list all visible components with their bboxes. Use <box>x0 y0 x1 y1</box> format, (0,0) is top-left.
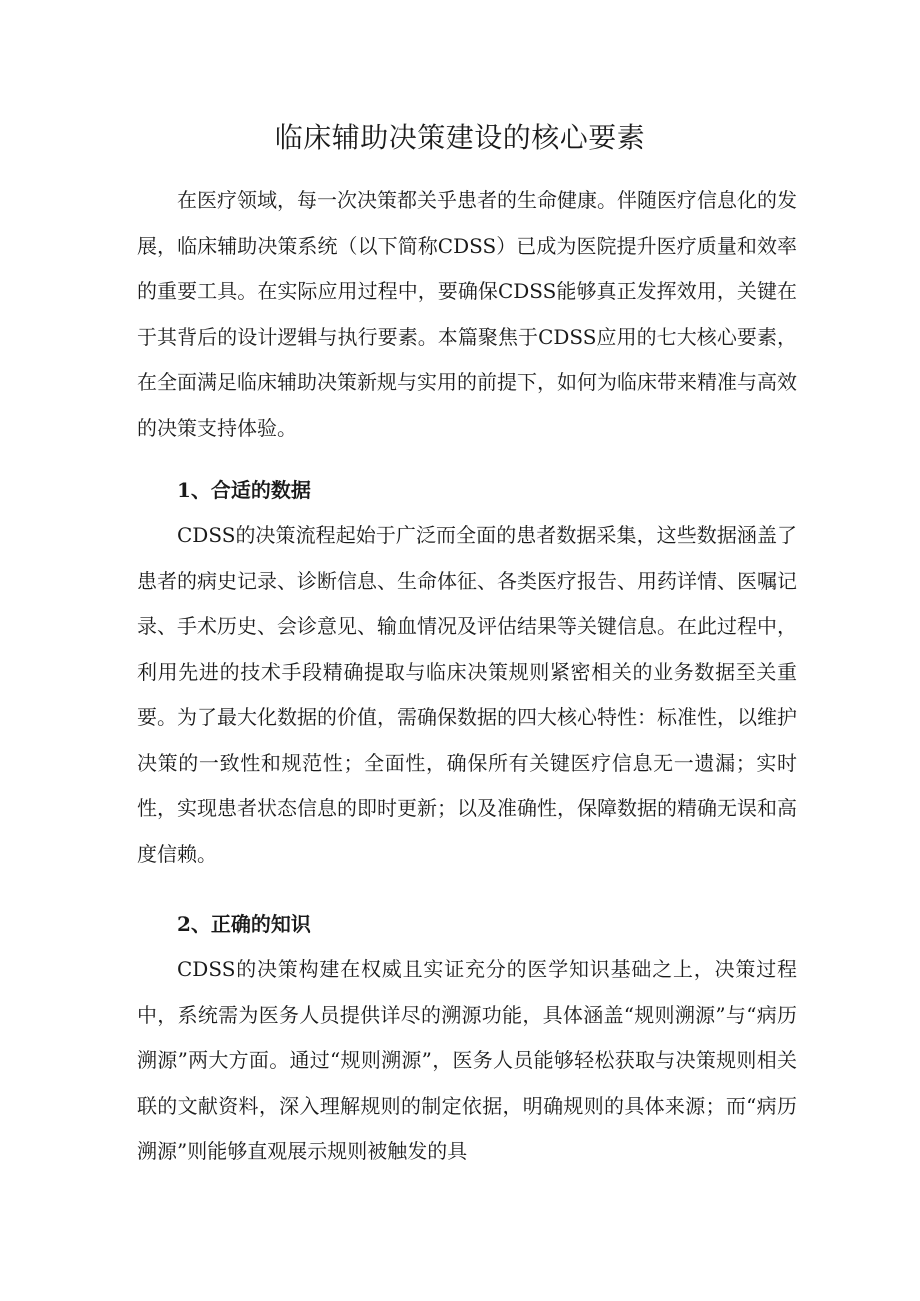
intro-section <box>137 178 797 451</box>
section-1 <box>137 468 797 514</box>
section-heading: 2、正确的知识 <box>177 912 311 936</box>
section-1-body <box>137 513 797 877</box>
section-paragraph: CDSS的决策构建在权威且实证充分的医学知识基础之上，决策过程中，系统需为医务人员提供详尽的溯源功能，具体涵盖“规则溯源”与“病历溯源”两大方面。通过“规则溯源”，医务人员能够轻松获取与决策规则相关联的文献资料，深入理解规则的制定依据，明确规则的具体来源；而“病历溯源”则能够直观展示规则被触发的具 <box>137 957 797 1163</box>
section-2 <box>137 902 797 948</box>
section-2-body <box>137 947 797 1175</box>
intro-paragraph: 在医疗领域，每一次决策都关乎患者的生命健康。伴随医疗信息化的发展，临床辅助决策系统（以下简称CDSS）已成为医院提升医疗质量和效率的重要工具。在实际应用过程中，要确保CDSS能够真正发挥效用，关键在于其背后的设计逻辑与执行要素。本篇聚焦于CDSS应用的七大核心要素，在全面满足临床辅助决策新规与实用的前提下，如何为临床带来精准与高效的决策支持体验。 <box>137 188 797 440</box>
document-title: 临床辅助决策建设的核心要素 <box>274 121 646 154</box>
section-paragraph: CDSS的决策流程起始于广泛而全面的患者数据采集，这些数据涵盖了患者的病史记录、诊断信息、生命体征、各类医疗报告、用药详情、医嘱记录、手术历史、会诊意见、输血情况及评估结果等关键信息。在此过程中，利用先进的技术手段精确提取与临床决策规则紧密相关的业务数据至关重要。为了最大化数据的价值，需确保数据的四大核心特性：标准性，以维护决策的一致性和规范性；全面性，确保所有关键医疗信息无一遗漏；实时性，实现患者状态信息的即时更新；以及准确性，保障数据的精确无误和高度信赖。 <box>137 523 797 866</box>
section-heading: 1、合适的数据 <box>177 478 311 502</box>
